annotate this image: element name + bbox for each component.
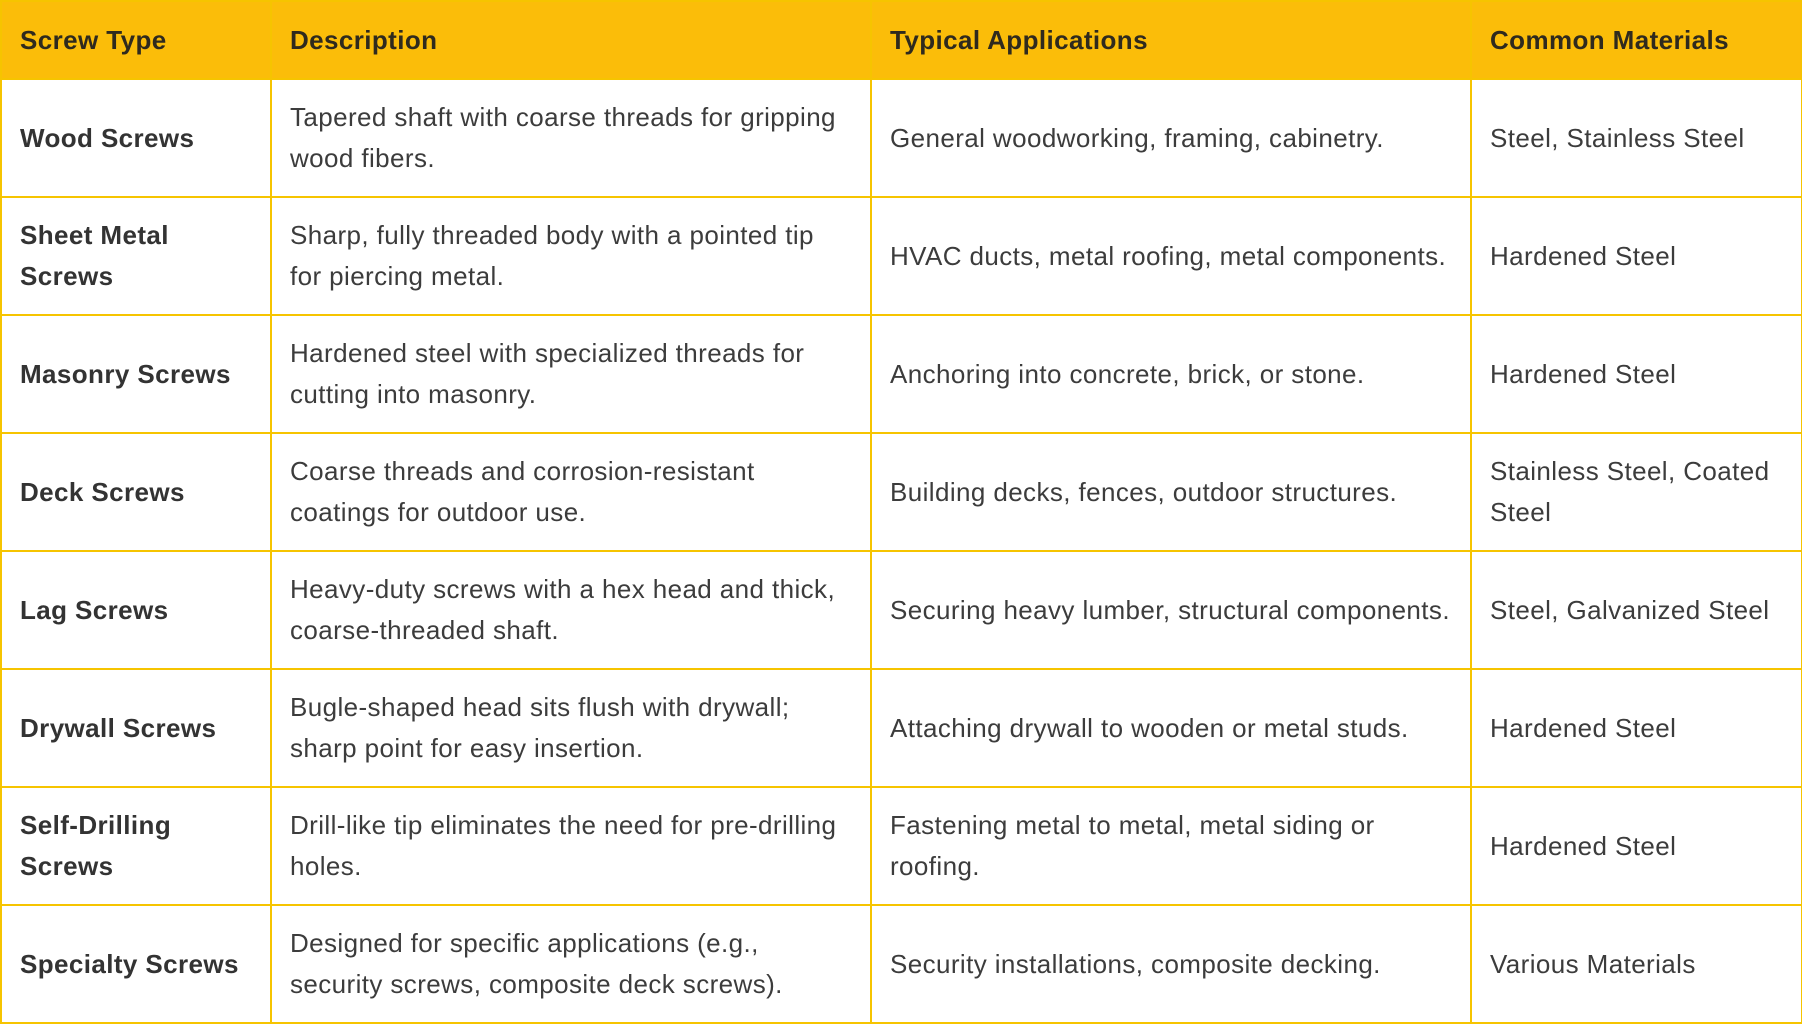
table-row: [1, 551, 1802, 669]
header-description: Description: [271, 1, 871, 79]
cell-applications: Fastening metal to metal, metal siding or roofing.: [871, 787, 1471, 905]
cell-materials: Stainless Steel, Coated Steel: [1471, 433, 1802, 551]
table-row: [1, 905, 1802, 1023]
table-row: [1, 315, 1802, 433]
header-screw-type: Screw Type: [1, 1, 271, 79]
cell-screw-type: Lag Screws: [1, 551, 271, 669]
table-row: [1, 79, 1802, 197]
header-common-materials: Common Materials: [1471, 1, 1802, 79]
cell-applications: Securing heavy lumber, structural components.: [871, 551, 1471, 669]
cell-description: Coarse threads and corrosion-resistant coatings for outdoor use.: [271, 433, 871, 551]
table-row: [1, 197, 1802, 315]
cell-screw-type: Sheet Metal Screws: [1, 197, 271, 315]
header-typical-applications: Typical Applications: [871, 1, 1471, 79]
table-header-row: [1, 1, 1802, 79]
cell-description: Hardened steel with specialized threads for cutting into masonry.: [271, 315, 871, 433]
cell-description: Bugle-shaped head sits flush with drywall; sharp point for easy insertion.: [271, 669, 871, 787]
cell-applications: Anchoring into concrete, brick, or stone.: [871, 315, 1471, 433]
cell-description: Designed for specific applications (e.g., security screws, composite deck screws).: [271, 905, 871, 1023]
cell-applications: General woodworking, framing, cabinetry.: [871, 79, 1471, 197]
table-row: [1, 433, 1802, 551]
cell-applications: Attaching drywall to wooden or metal studs.: [871, 669, 1471, 787]
cell-screw-type: Self-Drilling Screws: [1, 787, 271, 905]
cell-materials: Hardened Steel: [1471, 669, 1802, 787]
cell-screw-type: Wood Screws: [1, 79, 271, 197]
cell-screw-type: Specialty Screws: [1, 905, 271, 1023]
cell-materials: Hardened Steel: [1471, 315, 1802, 433]
cell-materials: Hardened Steel: [1471, 197, 1802, 315]
cell-materials: Hardened Steel: [1471, 787, 1802, 905]
cell-applications: Security installations, composite decking.: [871, 905, 1471, 1023]
table-row: [1, 787, 1802, 905]
table-row: [1, 669, 1802, 787]
cell-applications: Building decks, fences, outdoor structures.: [871, 433, 1471, 551]
cell-description: Sharp, fully threaded body with a pointed tip for piercing metal.: [271, 197, 871, 315]
cell-materials: Steel, Stainless Steel: [1471, 79, 1802, 197]
cell-materials: Various Materials: [1471, 905, 1802, 1023]
cell-description: Tapered shaft with coarse threads for gripping wood fibers.: [271, 79, 871, 197]
cell-screw-type: Deck Screws: [1, 433, 271, 551]
cell-screw-type: Drywall Screws: [1, 669, 271, 787]
cell-screw-type: Masonry Screws: [1, 315, 271, 433]
cell-materials: Steel, Galvanized Steel: [1471, 551, 1802, 669]
cell-description: Heavy-duty screws with a hex head and thick, coarse-threaded shaft.: [271, 551, 871, 669]
cell-applications: HVAC ducts, metal roofing, metal components.: [871, 197, 1471, 315]
cell-description: Drill-like tip eliminates the need for pre-drilling holes.: [271, 787, 871, 905]
